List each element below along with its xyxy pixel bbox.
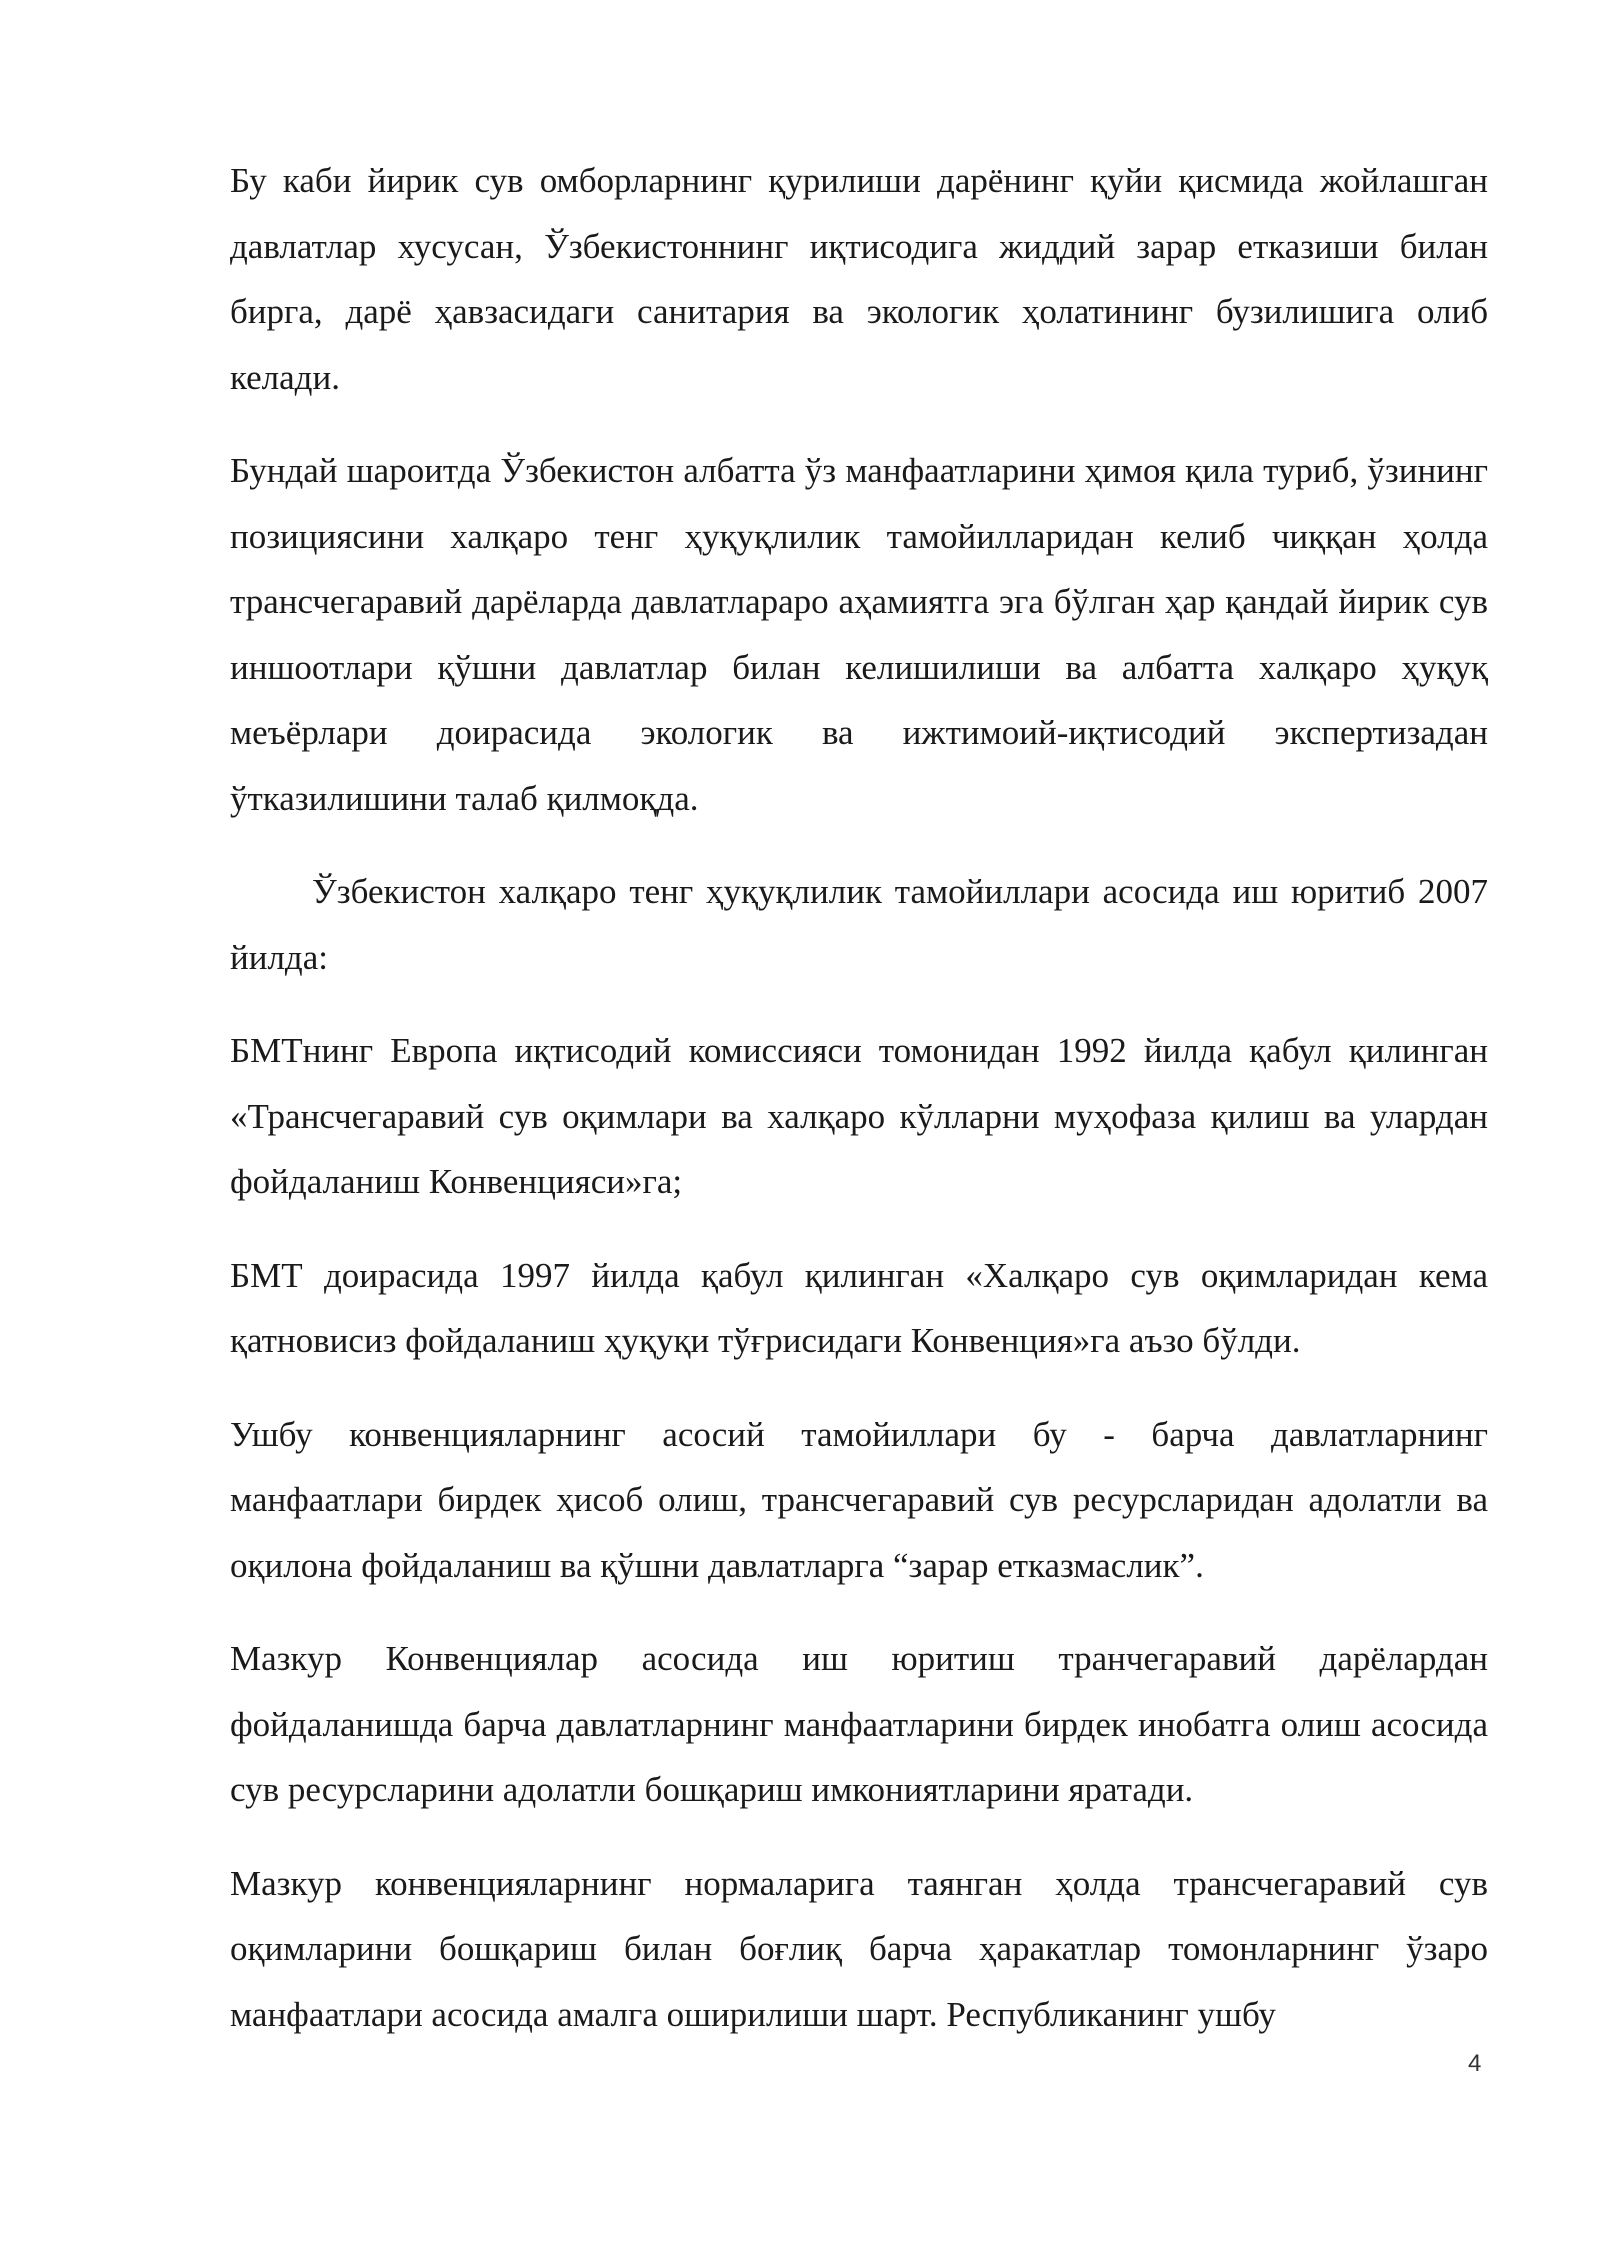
paragraph-un-1997-convention: БМТ доирасида 1997 йилда қабул қилинган «Халқаро сув оқимларидан кема қатновисиз фойдаланиш ҳуқуқи тўғрисидаги Конвенция»га аъзо бўлди. xyxy=(230,1255,1488,1360)
page-number: 4 xyxy=(1468,2050,1482,2077)
paragraph-uzbekistan-position: Бундай шароитда Ўзбекистон албатта ўз манфаатларини ҳимоя қила туриб, ўзининг позициясини халқаро тенг ҳуқуқлилик тамойилларидан келиб чиққан ҳолда трансчегаравий дарёларда давлатлараро аҳамиятга эга бўлган ҳар қандай йирик сув иншоотлари қўшни давлатлар билан келишилиши ва албатта халқаро ҳуқуқ меъёрлари доирасида экологик ва ижтимоий-иқтисодий экспертизадан ўтказилишини талаб қилмоқда. xyxy=(230,451,1488,818)
paragraph-reservoir-impact: Бу каби йирик сув омборларнинг қурилиши дарёнинг қуйи қисмида жойлашган давлатлар хусусан, Ўзбекистоннинг иқтисодига жиддий зарар етказиши билан бирга, дарё ҳавзасидаги санитария ва экологик ҳолатининг бузилишига олиб келади. xyxy=(230,161,1488,397)
paragraph-convention-principles: Ушбу конвенцияларнинг асосий тамойиллари бу - барча давлатларнинг манфаатлари бирдек ҳисоб олиш, трансчегаравий сув ресурсларидан адолатли ва оқилона фойдаланиш ва қўшни давлатларга “зарар етказмаслик”. xyxy=(230,1414,1488,1585)
paragraph-convention-norms: Мазкур конвенцияларнинг нормаларига таянган ҳолда трансчегаравий сув оқимларини бошқариш билан боғлиқ барча ҳаракатлар томонларнинг ўзаро манфаатлари асосида амалга оширилиши шарт. Республиканинг ушбу xyxy=(230,1863,1488,2034)
paragraph-2007-intro: Ўзбекистон халқаро тенг ҳуқуқлилик тамойиллари асосида иш юритиб 2007 йилда: xyxy=(230,872,1488,977)
document-body xyxy=(230,148,1488,2075)
paragraph-unece-convention: БМТнинг Европа иқтисодий комиссияси томонидан 1992 йилда қабул қилинган «Трансчегаравий сув оқимлари ва халқаро кўлларни муҳофаза қилиш ва улардан фойдаланиш Конвенцияси»га; xyxy=(230,1031,1488,1201)
paragraph-convention-basis: Мазкур Конвенциялар асосида иш юритиш транчегаравий дарёлардан фойдаланишда барча давлатларнинг манфаатларини бирдек инобатга олиш асосида сув ресурсларини адолатли бошқариш имкониятларини яратади. xyxy=(230,1639,1488,1809)
